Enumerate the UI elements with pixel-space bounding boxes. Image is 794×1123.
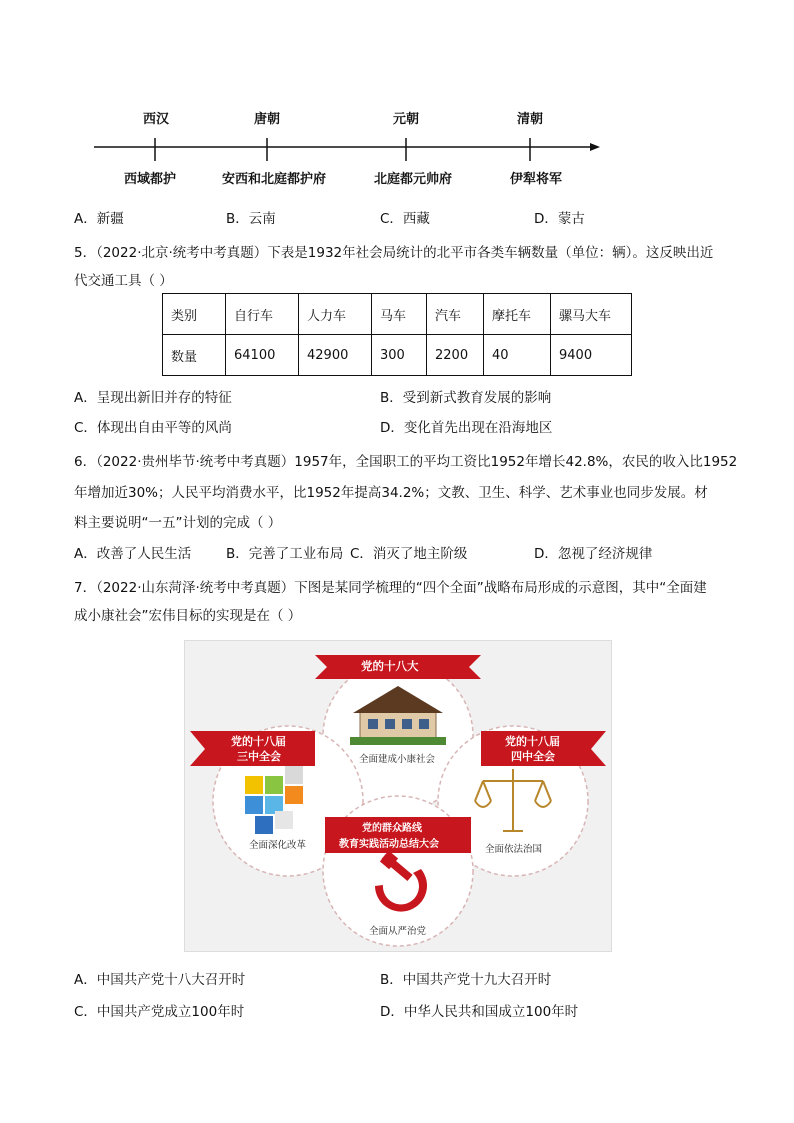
timeline-institution: 北庭都元帅府 xyxy=(374,172,453,187)
table-header-cell: 摩托车 xyxy=(484,294,551,335)
table-cell: 42900 xyxy=(299,335,372,376)
table-header-cell: 类别 xyxy=(163,294,226,335)
banner-left-label-cont: 三中全会 xyxy=(237,750,281,763)
table-header-cell: 马车 xyxy=(372,294,427,335)
banner-bottom-label-cont: 教育实践活动总结大会 xyxy=(339,839,439,850)
timeline-axis xyxy=(90,135,610,165)
q5-option-d[interactable]: D．变化首先出现在沿海地区 xyxy=(380,420,553,436)
q6-option-d[interactable]: D．忽视了经济规律 xyxy=(534,546,653,562)
timeline-era: 西汉 xyxy=(143,112,170,127)
q6-option-b[interactable]: B．完善了工业布局 xyxy=(226,546,344,562)
caption-bottom: 全面从严治党 xyxy=(369,926,427,937)
table-header-cell: 人力车 xyxy=(299,294,372,335)
q4-option-d[interactable]: D．蒙古 xyxy=(534,211,585,227)
caption-left: 全面深化改革 xyxy=(249,840,307,851)
q6-stem-cont: 年增加近30%；人民平均消费水平，比1952年提高34.2%；文教、卫生、科学、艺术事业也同步发展。材 xyxy=(74,485,708,501)
table-cell: 64100 xyxy=(226,335,299,376)
banner-top-label: 党的十八大 xyxy=(361,659,419,673)
banner-right-label: 党的十八届 xyxy=(505,735,560,748)
table-cell: 300 xyxy=(372,335,427,376)
diagram-graphics xyxy=(185,641,611,951)
table-header-cell: 自行车 xyxy=(226,294,299,335)
q4-option-b[interactable]: B．云南 xyxy=(226,211,276,227)
q4-option-a[interactable]: A．新疆 xyxy=(74,211,124,227)
q4-option-c[interactable]: C．西藏 xyxy=(380,211,430,227)
table-header-cell: 汽车 xyxy=(427,294,484,335)
table-header-cell: 骡马大车 xyxy=(551,294,632,335)
four-comprehensives-diagram xyxy=(184,640,612,952)
q5-option-c[interactable]: C．体现出自由平等的风尚 xyxy=(74,420,232,436)
q7-option-c[interactable]: C．中国共产党成立100年时 xyxy=(74,1004,245,1020)
q6-stem-cont: 料主要说明“一五”计划的完成（ ） xyxy=(74,515,282,531)
timeline-era: 元朝 xyxy=(393,112,420,127)
banner-bottom-label: 党的群众路线 xyxy=(362,823,422,834)
table-cell: 数量 xyxy=(163,335,226,376)
q5-stem: 5．（2022·北京·统考中考真题）下表是1932年社会局统计的北平市各类车辆数量（单位：辆）。这反映出近 xyxy=(74,245,714,261)
caption-top: 全面建成小康社会 xyxy=(359,754,436,765)
table-cell: 2200 xyxy=(427,335,484,376)
q7-option-d[interactable]: D．中华人民共和国成立100年时 xyxy=(380,1004,579,1020)
q5-option-a[interactable]: A．呈现出新旧并存的特征 xyxy=(74,390,232,406)
timeline-era: 清朝 xyxy=(517,112,544,127)
q5-stem-cont: 代交通工具（ ） xyxy=(74,273,173,289)
q7-stem: 7．（2022·山东菏泽·统考中考真题）下图是某同学梳理的“四个全面”战略布局形成的示意图，其中“全面建 xyxy=(74,580,707,596)
timeline-institution: 西域都护 xyxy=(124,172,177,187)
banner-left-label: 党的十八届 xyxy=(231,735,286,748)
q6-option-a[interactable]: A．改善了人民生活 xyxy=(74,546,192,562)
caption-right: 全面依法治国 xyxy=(485,844,543,855)
table-cell: 40 xyxy=(484,335,551,376)
timeline-institution: 伊犁将军 xyxy=(510,172,563,187)
q6-option-c[interactable]: C．消灭了地主阶级 xyxy=(350,546,468,562)
q7-stem-cont: 成小康社会”宏伟目标的实现是在（ ） xyxy=(74,608,302,624)
timeline-era: 唐朝 xyxy=(254,112,281,127)
table-row xyxy=(163,294,632,335)
q7-option-a[interactable]: A．中国共产党十八大召开时 xyxy=(74,972,246,988)
q7-option-b[interactable]: B．中国共产党十九大召开时 xyxy=(380,972,552,988)
q5-option-b[interactable]: B．受到新式教育发展的影响 xyxy=(380,390,552,406)
q6-stem: 6．（2022·贵州毕节·统考中考真题）1957年，全国职工的平均工资比1952年增长42.8%，农民的收入比1952 xyxy=(74,454,738,470)
vehicle-count-table xyxy=(162,293,632,376)
banner-right-label-cont: 四中全会 xyxy=(511,750,555,763)
table-row xyxy=(163,335,632,376)
timeline-institution: 安西和北庭都护府 xyxy=(222,172,327,187)
table-cell: 9400 xyxy=(551,335,632,376)
